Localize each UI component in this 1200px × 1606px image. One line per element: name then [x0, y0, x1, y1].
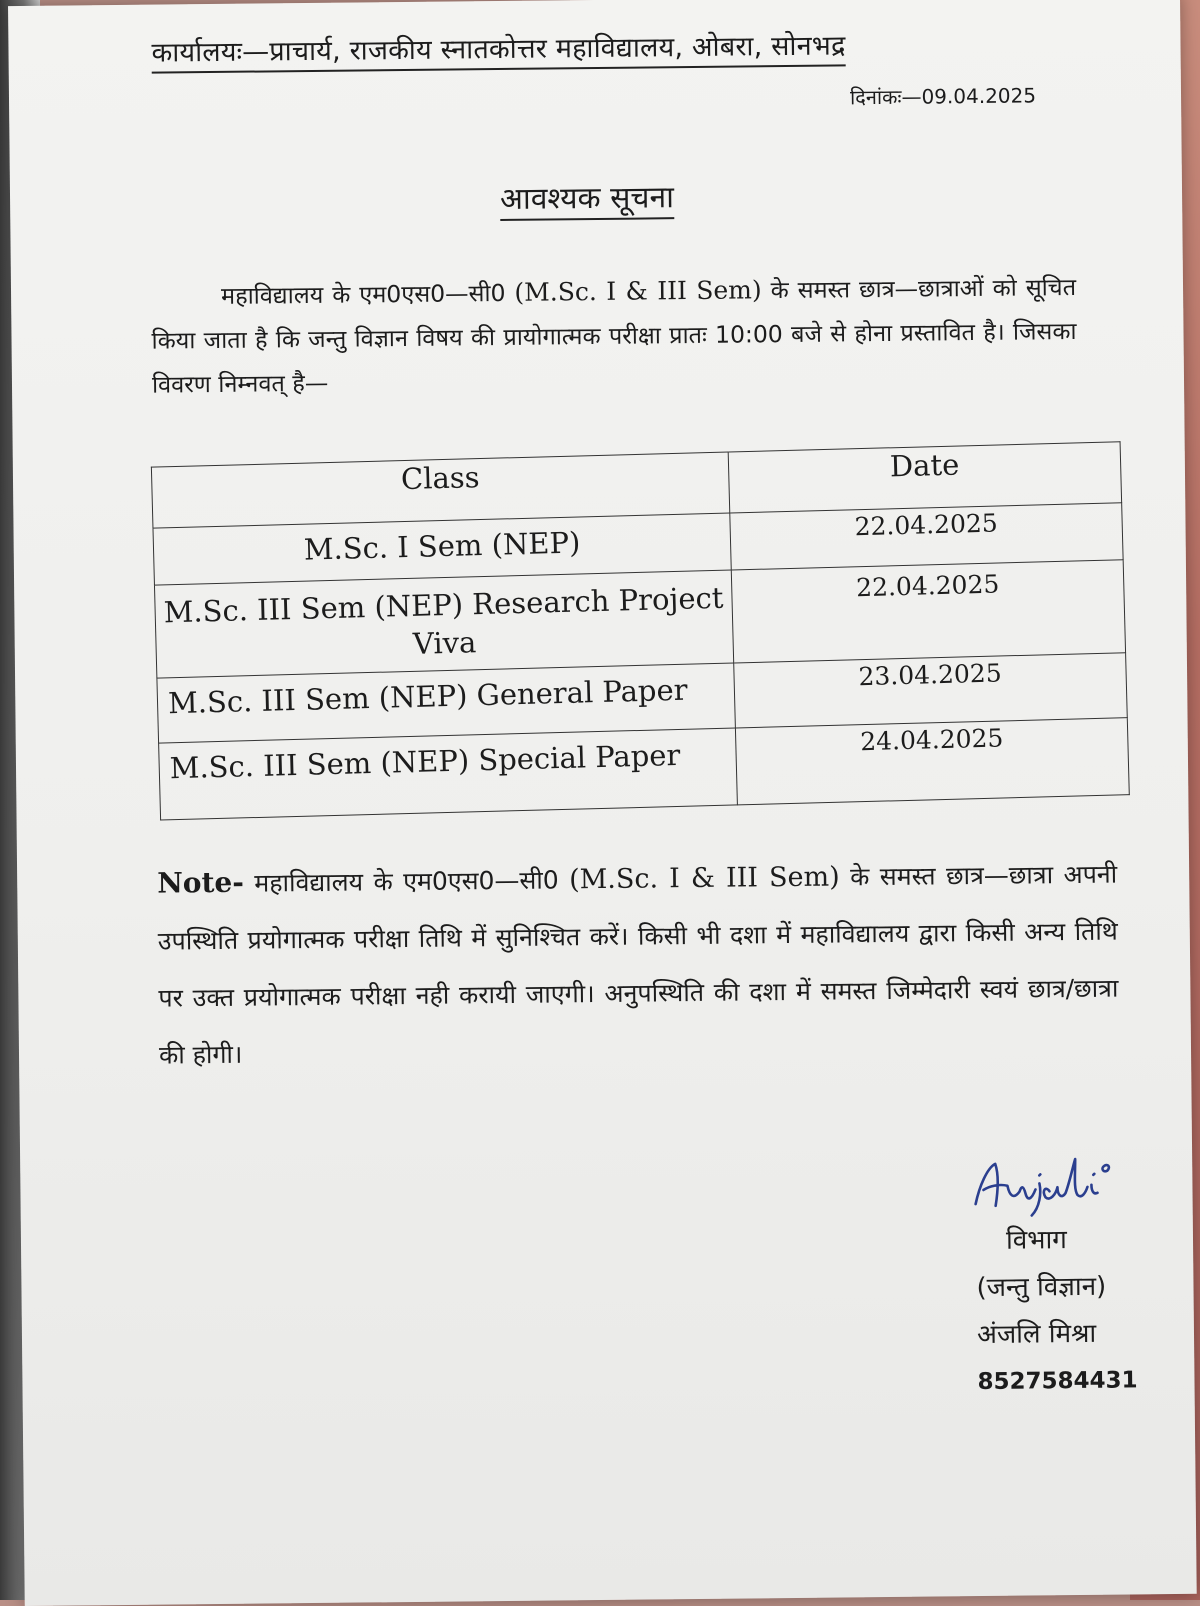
- class-cell: M.Sc. III Sem (NEP) Research Project Viva: [154, 570, 733, 678]
- column-header-class: Class: [151, 452, 729, 528]
- class-cell: M.Sc. III Sem (NEP) General Paper: [157, 663, 736, 743]
- date-cell: 24.04.2025: [735, 718, 1129, 805]
- class-cell: M.Sc. III Sem (NEP) Special Paper: [159, 728, 738, 820]
- notice-paper: [8, 0, 1197, 1606]
- office-header: कार्यालयः—प्राचार्य, राजकीय स्नातकोत्तर महाविद्यालय, ओबरा, सोनभद्र: [151, 25, 845, 73]
- signature-icon: [965, 1144, 1186, 1226]
- signoff-phone: 8527584431: [977, 1367, 1138, 1396]
- date-cell: 22.04.2025: [731, 560, 1125, 663]
- column-header-date: Date: [728, 442, 1121, 513]
- date-cell: 22.04.2025: [730, 503, 1123, 570]
- intro-text-3: के समस्त छात्र—छात्राओं को सूचित किया जाता है कि जन्तु विज्ञान विषय की प्रायोगात्मक परीक्षा प्रातः 10:00 बजे से होना प्रस्तावित है। जिसका विवरण निम्नवत् है—: [151, 272, 1077, 399]
- date-cell: 23.04.2025: [734, 653, 1128, 728]
- note-text-2: (M.Sc. I & III Sem): [568, 861, 840, 896]
- signoff-department: (जन्तु विज्ञान): [976, 1271, 1107, 1304]
- intro-paragraph: [151, 265, 1077, 407]
- note-text-3: के समस्त छात्र—छात्रा अपनी उपस्थिति प्रयोगात्मक परीक्षा तिथि में सुनिश्चित करें। किसी भी दशा में महाविद्यालय द्वारा किसी अन्य तिथि पर उक्त प्रयोगात्मक परीक्षा नही करायी जाएगी। अनुपस्थिति की दशा में समस्त जिम्मेदारी स्वयं छात्र/छात्रा की होगी।: [157, 859, 1119, 1070]
- intro-text-2: (M.Sc. I & III Sem): [514, 275, 762, 307]
- signoff-name: अंजलि मिश्रा: [976, 1318, 1097, 1351]
- notice-title: आवश्यक सूचना: [500, 175, 674, 221]
- signoff-role: विभाग: [1005, 1225, 1068, 1256]
- handwritten-signature: [965, 1144, 1186, 1226]
- note-paragraph: [157, 845, 1119, 1084]
- signoff-block: [976, 1216, 1138, 1406]
- intro-text-1: महाविद्यालय के एम0एस0—सी0: [220, 278, 515, 310]
- exam-schedule-table: [151, 441, 1130, 820]
- class-cell: M.Sc. I Sem (NEP): [153, 513, 731, 585]
- note-text-1: महाविद्यालय के एम0एस0—सी0: [243, 865, 570, 898]
- notice-date: दिनांकः—09.04.2025: [849, 83, 1037, 110]
- note-label: Note-: [157, 865, 245, 900]
